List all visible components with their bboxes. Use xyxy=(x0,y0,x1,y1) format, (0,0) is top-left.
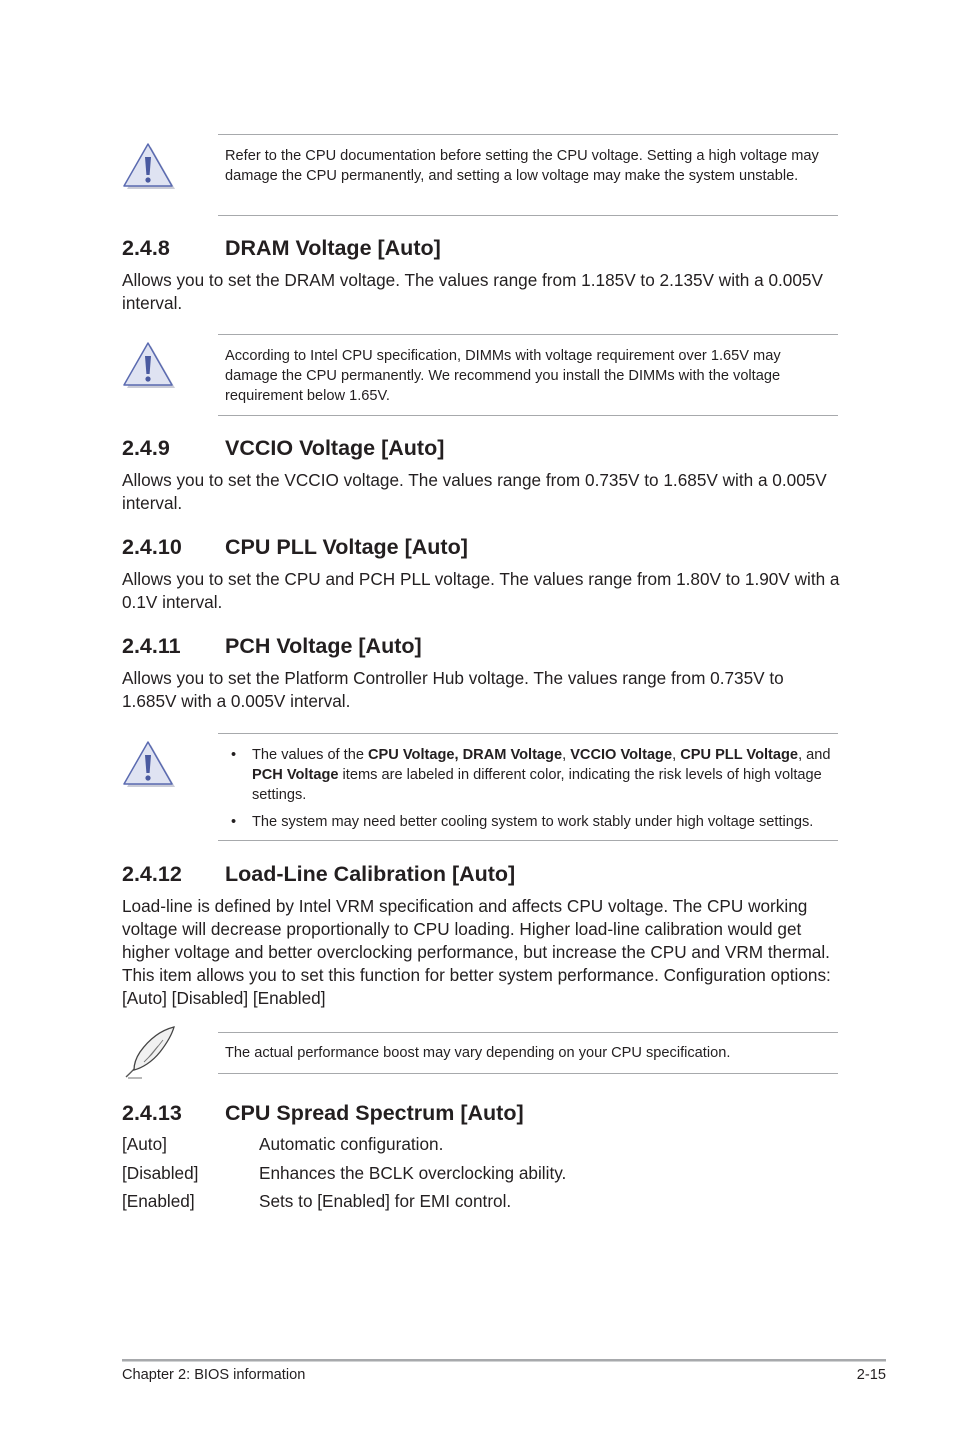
caution-text: According to Intel CPU specification, DIMMs with voltage requirement over 1.65V may damage the CPU permanently. We recommend you install the DIMMs with the voltage requirement below 1.65V. xyxy=(225,348,781,404)
text-run: , xyxy=(672,747,681,763)
bold-run: CPU PLL Voltage xyxy=(680,747,799,763)
bold-run: CPU Voltage, DRAM Voltage xyxy=(368,747,563,763)
text-run: , xyxy=(562,747,571,763)
option-label: [Disabled] xyxy=(122,1163,199,1183)
text-run: The system may need better cooling system to work stably under high voltage settings. xyxy=(252,814,814,830)
section-heading-2-4-9 xyxy=(122,435,444,461)
caution-text: Refer to the CPU documentation before setting the CPU voltage. Setting a high voltage may damage the CPU permanently, and setting a low voltage may make the system unstable. xyxy=(225,148,819,184)
bold-run: PCH Voltage xyxy=(252,767,339,783)
section-title: CPU Spread Spectrum [Auto] xyxy=(225,1101,524,1125)
option-description: Sets to [Enabled] for EMI control. xyxy=(259,1191,512,1211)
caution-icon xyxy=(122,341,178,391)
section-body: Allows you to set the DRAM voltage. The values range from 1.185V to 2.135V with a 0.005V interval. xyxy=(122,270,823,313)
option-description: Automatic configuration. xyxy=(259,1134,444,1154)
option-label: [Auto] xyxy=(122,1134,167,1154)
section-number: 2.4.11 xyxy=(122,634,181,658)
section-number: 2.4.9 xyxy=(122,436,170,460)
section-number: 2.4.8 xyxy=(122,236,170,260)
note-feather-icon xyxy=(122,1024,178,1080)
note-text: The actual performance boost may vary depending on your CPU specification. xyxy=(225,1045,731,1061)
section-body: Allows you to set the VCCIO voltage. The values range from 0.735V to 1.685V with a 0.005V interval. xyxy=(122,470,827,513)
option-row-enabled xyxy=(122,1190,511,1213)
caution-box-cpu-voltage xyxy=(218,134,838,216)
caution-list xyxy=(225,745,835,832)
section-number: 2.4.10 xyxy=(122,535,182,559)
option-description: Enhances the BCLK overclocking ability. xyxy=(259,1163,567,1183)
caution-icon xyxy=(122,142,178,192)
text-run: The values of the xyxy=(252,747,369,763)
option-row-auto xyxy=(122,1133,443,1156)
bold-run: VCCIO Voltage xyxy=(570,747,673,763)
section-number: 2.4.13 xyxy=(122,1101,182,1125)
section-body: Allows you to set the Platform Controller Hub voltage. The values range from 0.735V to 1.685V with a 0.005V interval. xyxy=(122,668,784,711)
bullet: • xyxy=(231,747,237,763)
caution-icon xyxy=(122,740,178,790)
bullet: • xyxy=(231,814,237,830)
section-title: Load-Line Calibration [Auto] xyxy=(225,862,516,886)
section-title: DRAM Voltage [Auto] xyxy=(225,236,441,260)
text-run: items are labeled in different color, indicating the risk levels of high voltage settings. xyxy=(252,767,822,803)
section-heading-2-4-13 xyxy=(122,1100,524,1126)
caution-box-dimm-voltage xyxy=(218,334,838,416)
section-heading-2-4-8 xyxy=(122,235,441,261)
section-title: CPU PLL Voltage [Auto] xyxy=(225,535,468,559)
section-heading-2-4-11 xyxy=(122,633,422,659)
caution-box-voltage-colors xyxy=(218,733,838,841)
note-box-performance xyxy=(218,1032,838,1074)
list-item xyxy=(225,812,835,832)
footer-rule xyxy=(122,1359,886,1362)
section-title: VCCIO Voltage [Auto] xyxy=(225,436,445,460)
section-heading-2-4-12 xyxy=(122,861,515,887)
footer-chapter: Chapter 2: BIOS information xyxy=(122,1367,306,1383)
option-label: [Enabled] xyxy=(122,1191,195,1211)
section-body: Allows you to set the CPU and PCH PLL voltage. The values range from 1.80V to 1.90V with a 0.1V interval. xyxy=(122,569,840,612)
section-heading-2-4-10 xyxy=(122,534,468,560)
text-run: , and xyxy=(798,747,831,763)
section-body: Load-line is defined by Intel VRM specification and affects CPU voltage. The CPU working voltage will decrease proportionally to CPU loading. Higher load-line calibration would get higher voltage and better overclocking performance, but increase the CPU and VRM thermal. This item allows you to set this function for better system performance. Configuration options: [Auto] [Disabled] [Enabled] xyxy=(122,896,831,1008)
section-title: PCH Voltage [Auto] xyxy=(225,634,422,658)
list-item xyxy=(225,745,835,805)
footer-page-number: 2-15 xyxy=(856,1367,886,1383)
section-number: 2.4.12 xyxy=(122,862,182,886)
option-row-disabled xyxy=(122,1162,566,1185)
